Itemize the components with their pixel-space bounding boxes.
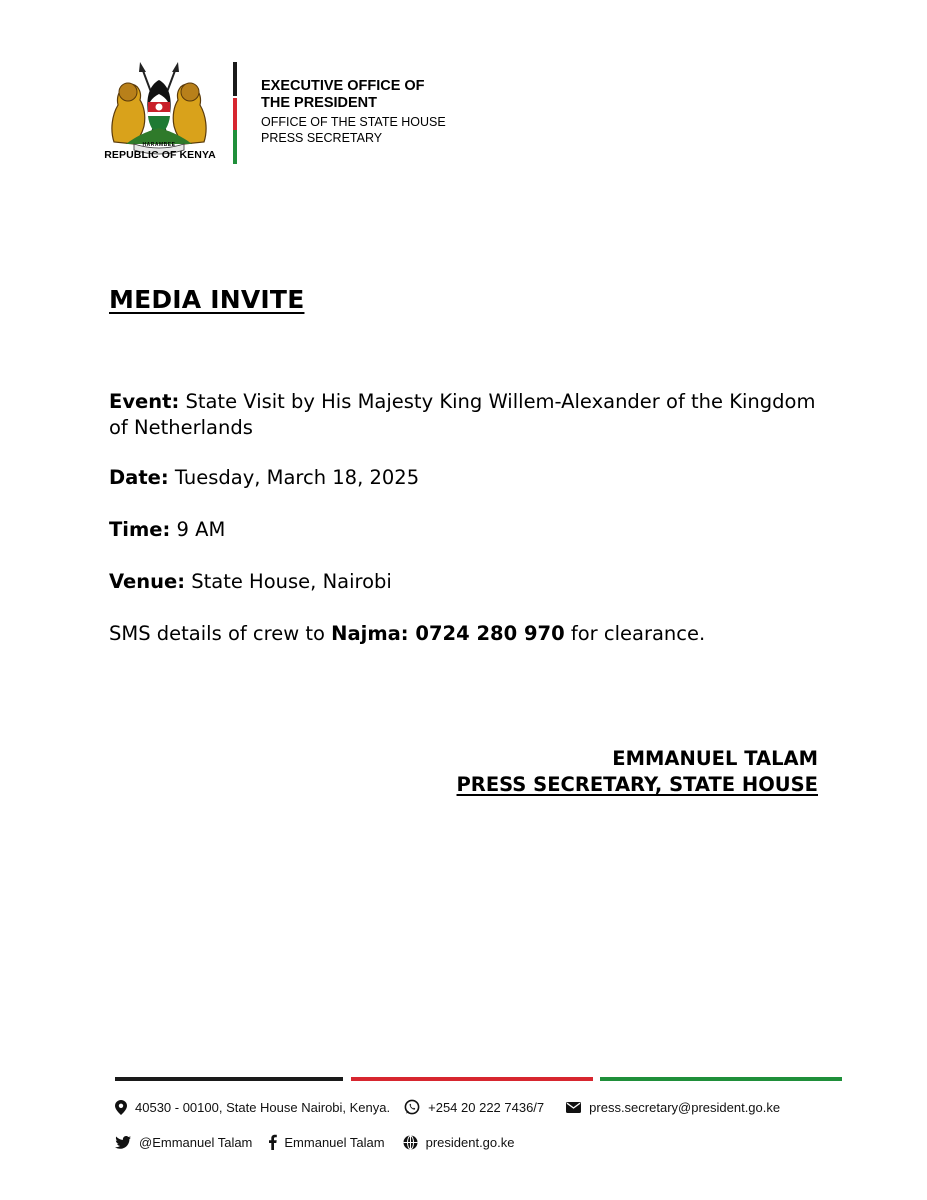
footer-phone[interactable] — [404, 1099, 544, 1115]
time-label: Time: — [109, 518, 171, 541]
divider-segment-green — [233, 134, 237, 164]
footer-facebook[interactable] — [268, 1134, 384, 1150]
sms-paragraph — [109, 621, 829, 647]
footer-social-row — [115, 1134, 515, 1150]
time-paragraph — [109, 517, 829, 543]
coat-motto: HARAMBEE — [142, 142, 176, 148]
office-sub-line2: PRESS SECRETARY — [261, 131, 383, 145]
time-value: 9 AM — [170, 518, 226, 541]
venue-label: Venue: — [109, 570, 186, 593]
footer-line-black — [115, 1077, 343, 1081]
globe-icon — [403, 1135, 418, 1150]
coat-caption: REPUBLIC OF KENYA — [104, 149, 216, 161]
footer-line-green — [600, 1077, 842, 1081]
footer-twitter-text: @Emmanuel Talam — [139, 1134, 253, 1150]
sms-prefix: SMS details of crew to — [109, 622, 332, 645]
footer-line-red — [351, 1077, 593, 1081]
date-paragraph — [109, 465, 829, 491]
twitter-icon — [115, 1136, 131, 1149]
coat-of-arms-icon — [104, 60, 214, 155]
office-title-line1: EXECUTIVE OFFICE OF — [261, 78, 425, 94]
divider-segment-red — [233, 98, 237, 130]
footer-twitter[interactable] — [115, 1135, 252, 1150]
footer-email[interactable] — [566, 1100, 780, 1115]
office-sub-line1: OFFICE OF THE STATE HOUSE — [261, 115, 446, 129]
venue-paragraph — [109, 569, 829, 595]
divider-segment-black — [233, 62, 237, 94]
signatory-name: EMMANUEL TALAM — [612, 747, 818, 770]
footer-email-text: press.secretary@president.go.ke — [589, 1099, 781, 1115]
sms-suffix: for clearance. — [564, 622, 706, 645]
event-value: State Visit by His Majesty King Willem-Alexander of the Kingdom of Netherlands — [109, 390, 816, 439]
footer-contact-row — [115, 1099, 780, 1115]
date-value: Tuesday, March 18, 2025 — [168, 466, 420, 489]
footer-phone-text: +254 20 222 7436/7 — [428, 1099, 545, 1115]
mail-icon — [566, 1102, 581, 1113]
signatory-title: PRESS SECRETARY, STATE HOUSE — [456, 773, 818, 796]
office-subtitle — [261, 114, 446, 146]
footer-website-text: president.go.ke — [425, 1134, 515, 1150]
location-icon — [115, 1100, 127, 1115]
event-paragraph — [109, 389, 829, 441]
facebook-icon — [268, 1134, 277, 1150]
office-title — [261, 78, 425, 112]
event-label: Event: — [109, 390, 180, 413]
footer-address-text: 40530 - 00100, State House Nairobi, Kenya. — [135, 1099, 391, 1115]
footer-facebook-text: Emmanuel Talam — [284, 1134, 385, 1150]
date-label: Date: — [109, 466, 169, 489]
office-title-line2: THE PRESIDENT — [261, 95, 378, 111]
sms-contact: Najma: 0724 280 970 — [331, 622, 565, 645]
whatsapp-icon — [404, 1099, 420, 1115]
venue-value: State House, Nairobi — [185, 570, 392, 593]
document-title: MEDIA INVITE — [109, 285, 305, 314]
footer-website[interactable] — [403, 1135, 515, 1150]
footer-address — [115, 1100, 390, 1115]
